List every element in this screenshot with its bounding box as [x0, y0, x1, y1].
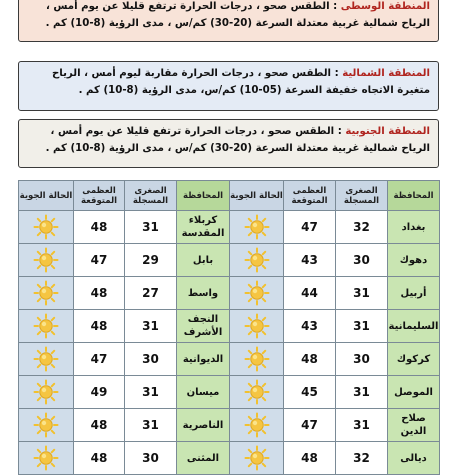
sun-icon — [33, 379, 59, 405]
min-temp-cell: 30 — [336, 244, 388, 277]
condition-cell — [19, 244, 74, 277]
table-row — [19, 343, 440, 376]
condition-cell — [19, 376, 74, 409]
min-temp-cell: 31 — [336, 409, 388, 442]
sun-icon — [33, 214, 59, 240]
min-temp-cell: 30 — [125, 343, 177, 376]
sun-icon — [244, 418, 270, 431]
sun-icon — [33, 418, 59, 431]
max-temp-cell: 48 — [74, 277, 125, 310]
sun-icon — [244, 253, 270, 266]
weather-table — [18, 180, 440, 475]
max-temp-cell: 48 — [74, 211, 125, 244]
min-temp-cell: 30 — [336, 343, 388, 376]
condition-cell — [230, 343, 284, 376]
condition-cell — [19, 310, 74, 343]
sun-icon — [33, 445, 59, 471]
sun-icon — [244, 247, 270, 273]
region-box-north — [18, 61, 439, 111]
max-temp-cell: 48 — [74, 310, 125, 343]
region-forecast-text: : الطقس صحو ، درجات الحرارة ترتفع قليلا عن يوم أمس ، الرياح شمالية غربية معتدلة السرعة (20-30) كم/س ، مدى الرؤية (8-10) كم . — [45, 1, 430, 29]
sun-icon — [244, 214, 270, 240]
sun-icon — [33, 280, 59, 306]
sun-icon — [244, 220, 270, 233]
max-temp-cell: 47 — [74, 343, 125, 376]
city-name-cell: السليمانية — [388, 310, 440, 343]
min-temp-cell: 27 — [125, 277, 177, 310]
header-condition: الحالة الجوية — [19, 181, 74, 211]
sun-icon — [33, 319, 59, 332]
city-name-cell: الديوانية — [177, 343, 230, 376]
sun-icon — [33, 313, 59, 339]
sun-icon — [244, 280, 270, 306]
region-box-middle — [18, 0, 439, 42]
table-header-row — [19, 181, 440, 211]
max-temp-cell: 43 — [284, 310, 336, 343]
max-temp-cell: 48 — [284, 343, 336, 376]
condition-cell — [19, 211, 74, 244]
header-min: الصغرى المسجلة — [336, 181, 388, 211]
condition-cell — [19, 343, 74, 376]
min-temp-cell: 30 — [125, 442, 177, 475]
city-name-cell: بابل — [177, 244, 230, 277]
max-temp-cell: 48 — [74, 409, 125, 442]
sun-icon — [244, 451, 270, 464]
sun-icon — [33, 451, 59, 464]
city-name-cell: أربيل — [388, 277, 440, 310]
city-name-cell: المثنى — [177, 442, 230, 475]
max-temp-cell: 49 — [74, 376, 125, 409]
header-city: المحافظة — [388, 181, 440, 211]
condition-cell — [230, 409, 284, 442]
city-name-cell: واسط — [177, 277, 230, 310]
city-name-cell: صلاح الدين — [388, 409, 440, 442]
city-name-cell: دهوك — [388, 244, 440, 277]
sun-icon — [33, 352, 59, 365]
max-temp-cell: 48 — [74, 442, 125, 475]
city-name-cell: كربلاء المقدسة — [177, 211, 230, 244]
sun-icon — [33, 247, 59, 273]
header-max: العظمى المتوقعة — [74, 181, 125, 211]
city-name-cell: النجف الأشرف — [177, 310, 230, 343]
sun-icon — [33, 220, 59, 233]
region-forecast-text: : الطقس صحو ، درجات الحرارة ترتفع قليلا عن يوم أمس ، الرياح شمالية غربية معتدلة السرعة (20-30) كم/س ، مدى الرؤية (8-10) كم . — [45, 126, 430, 154]
table-row — [19, 211, 440, 244]
header-min: الصغرى المسجلة — [125, 181, 177, 211]
sun-icon — [33, 346, 59, 372]
sun-icon — [244, 286, 270, 299]
city-name-cell: بغداد — [388, 211, 440, 244]
condition-cell — [230, 244, 284, 277]
condition-cell — [19, 409, 74, 442]
max-temp-cell: 45 — [284, 376, 336, 409]
condition-cell — [230, 277, 284, 310]
min-temp-cell: 31 — [125, 409, 177, 442]
max-temp-cell: 47 — [284, 409, 336, 442]
max-temp-cell: 48 — [284, 442, 336, 475]
city-name-cell: ميسان — [177, 376, 230, 409]
region-forecast-text: : الطقس صحو ، درجات الحرارة مقاربة ليوم أمس ، الرياح متغيرة الاتجاه خفيفة السرعة (05-10) كم/س، مدى الرؤية (8-10) كم . — [51, 68, 430, 96]
min-temp-cell: 29 — [125, 244, 177, 277]
sun-icon — [244, 346, 270, 372]
city-name-cell: الموصل — [388, 376, 440, 409]
max-temp-cell: 44 — [284, 277, 336, 310]
table-row — [19, 310, 440, 343]
table-row — [19, 244, 440, 277]
sun-icon — [244, 313, 270, 339]
min-temp-cell: 31 — [125, 310, 177, 343]
sun-icon — [244, 412, 270, 438]
sun-icon — [244, 385, 270, 398]
city-name-cell: كركوك — [388, 343, 440, 376]
table-row — [19, 376, 440, 409]
condition-cell — [230, 310, 284, 343]
header-max: العظمى المتوقعة — [284, 181, 336, 211]
table-row — [19, 409, 440, 442]
sun-icon — [33, 286, 59, 299]
region-label: المنطقة الشمالية — [342, 68, 430, 79]
region-box-south — [18, 119, 439, 168]
max-temp-cell: 47 — [74, 244, 125, 277]
min-temp-cell: 31 — [125, 376, 177, 409]
sun-icon — [244, 352, 270, 365]
min-temp-cell: 31 — [336, 277, 388, 310]
sun-icon — [244, 445, 270, 471]
max-temp-cell: 43 — [284, 244, 336, 277]
min-temp-cell: 31 — [125, 211, 177, 244]
min-temp-cell: 32 — [336, 211, 388, 244]
condition-cell — [19, 277, 74, 310]
sun-icon — [33, 412, 59, 438]
condition-cell — [230, 376, 284, 409]
city-name-cell: الناصرية — [177, 409, 230, 442]
max-temp-cell: 47 — [284, 211, 336, 244]
condition-cell — [230, 211, 284, 244]
min-temp-cell: 32 — [336, 442, 388, 475]
region-label: المنطقة الجنوبية — [345, 126, 430, 137]
header-city: المحافظة — [177, 181, 230, 211]
sun-icon — [33, 253, 59, 266]
header-condition: الحالة الجوية — [230, 181, 284, 211]
sun-icon — [244, 379, 270, 405]
min-temp-cell: 31 — [336, 310, 388, 343]
min-temp-cell: 31 — [336, 376, 388, 409]
sun-icon — [33, 385, 59, 398]
sun-icon — [244, 319, 270, 332]
city-name-cell: ديالى — [388, 442, 440, 475]
region-label: المنطقة الوسطى — [340, 1, 430, 12]
table-row — [19, 277, 440, 310]
